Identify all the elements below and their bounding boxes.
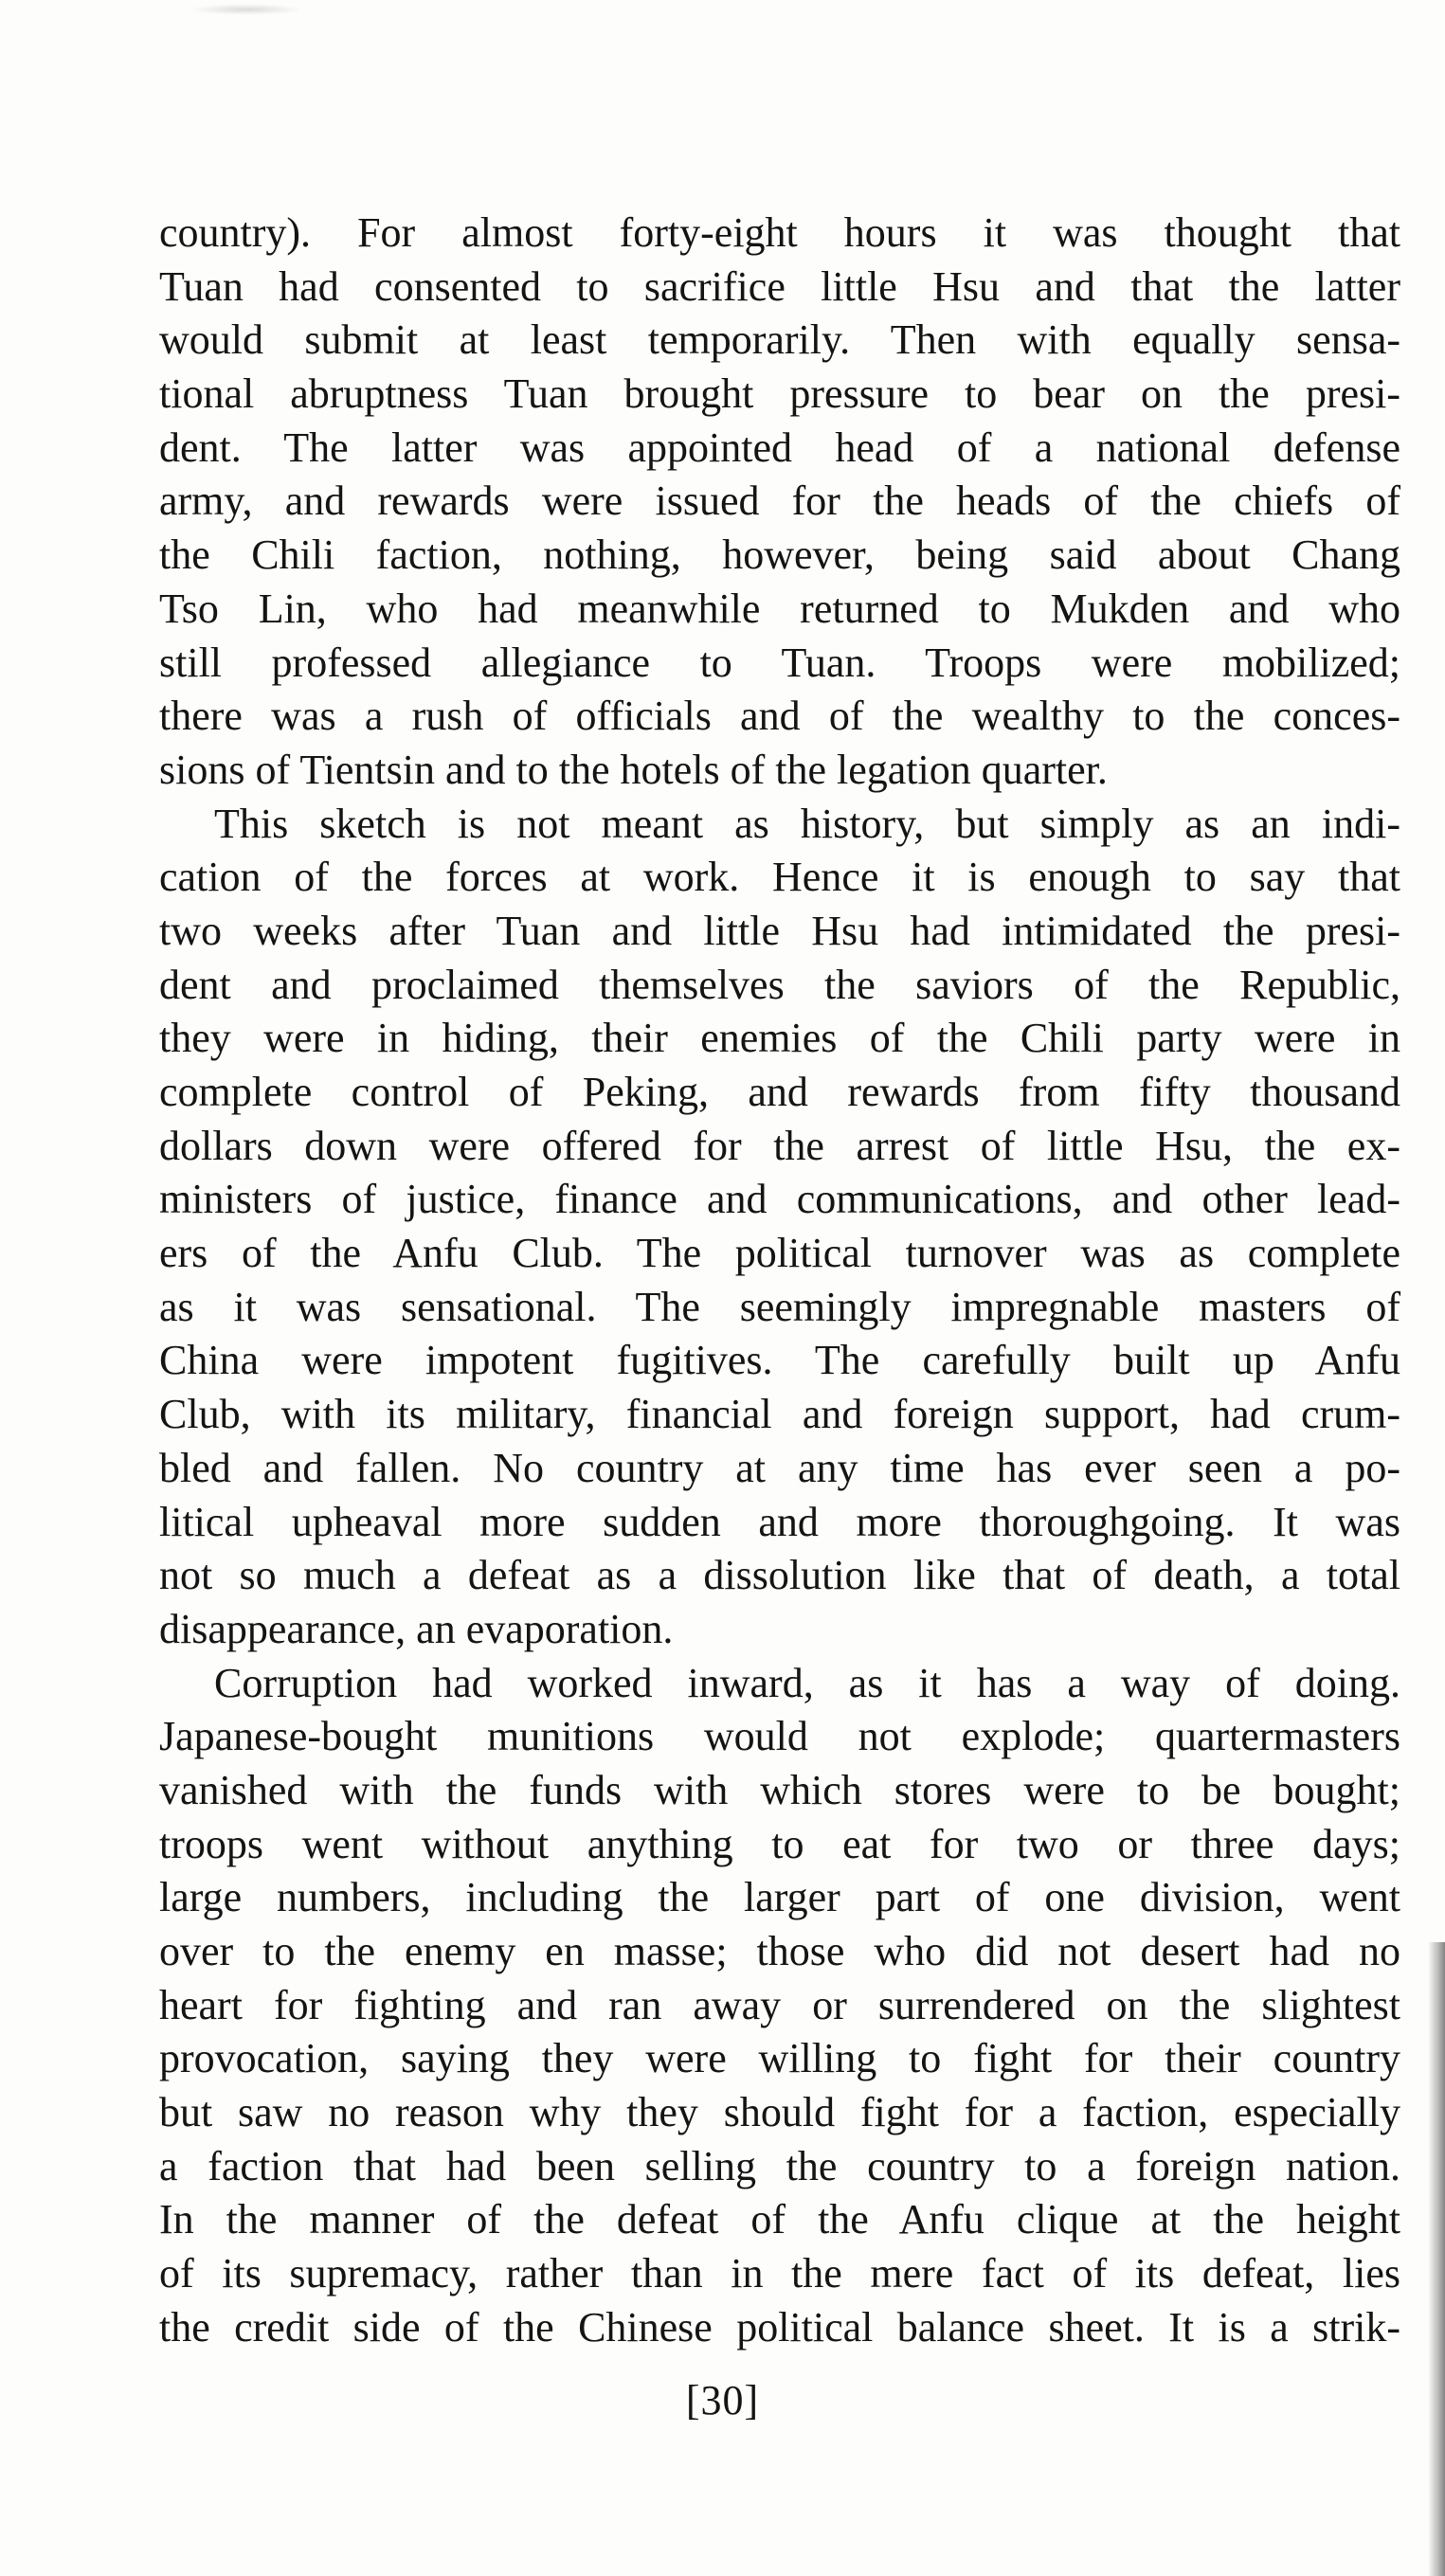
- text-line: there was a rush of officials and of the wealthy to the conces-: [159, 693, 1400, 740]
- text-line: the Chili faction, nothing, however, being said about Chang: [159, 531, 1400, 579]
- text-line: complete control of Peking, and rewards from fifty thousand: [159, 1069, 1400, 1115]
- text-line: the credit side of the Chinese political balance sheet. It is a strik-: [159, 2303, 1400, 2351]
- text-line: two weeks after Tuan and little Hsu had intimidated the presi-: [159, 907, 1400, 954]
- text-line: cation of the forces at work. Hence it is enough to say that: [159, 854, 1400, 901]
- text-line: China were impotent fugitives. The carefully built up Anfu: [159, 1337, 1400, 1384]
- text-line: Japanese-bought munitions would not explode; quartermasters: [159, 1713, 1400, 1760]
- text-line: ministers of justice, finance and communications, and other lead-: [159, 1176, 1400, 1223]
- text-line: dent and proclaimed themselves the saviors of the Republic,: [159, 961, 1400, 1008]
- text-line: tional abruptness Tuan brought pressure to bear on the presi-: [159, 370, 1400, 418]
- text-line: would submit at least temporarily. Then with equally sensa-: [159, 316, 1400, 364]
- text-line: Club, with its military, financial and foreign support, had crum-: [159, 1391, 1400, 1438]
- text-line: as it was sensational. The seemingly impregnable masters of: [159, 1283, 1400, 1330]
- text-line: Tso Lin, who had meanwhile returned to Mukden and who: [159, 585, 1400, 632]
- text-line: provocation, saying they were willing to fight for their country: [159, 2035, 1400, 2082]
- text-line: disappearance, an evaporation.: [159, 1605, 674, 1652]
- text-line: litical upheaval more sudden and more thoroughgoing. It was: [159, 1498, 1400, 1545]
- text-line: country). For almost forty-eight hours it was thought that: [159, 209, 1400, 256]
- text-line: This sketch is not meant as history, but simply as an indi-: [214, 800, 1400, 847]
- text-line: over to the enemy en masse; those who did not desert had no: [159, 1928, 1400, 1974]
- text-line: dollars down were offered for the arrest of little Hsu, the ex-: [159, 1122, 1400, 1169]
- text-line: of its supremacy, rather than in the mere fact of its defeat, lies: [159, 2250, 1400, 2297]
- text-line: a faction that had been selling the country to a foreign nation.: [159, 2142, 1400, 2189]
- paragraph: [159, 1657, 1400, 2355]
- page-edge-shadow: [1428, 1942, 1445, 2576]
- text-line: not so much a defeat as a dissolution like that of death, a total: [159, 1552, 1400, 1599]
- page-number: [30]: [685, 2377, 760, 2423]
- body-text: [159, 207, 1400, 2355]
- paragraph: [159, 207, 1400, 798]
- text-line: Corruption had worked inward, as it has a way of doing.: [214, 1659, 1400, 1706]
- text-line: but saw no reason why they should fight for a faction, especially: [159, 2089, 1400, 2136]
- text-line: ers of the Anfu Club. The political turnover was as complete: [159, 1230, 1400, 1277]
- text-line: large numbers, including the larger part of one division, went: [159, 1874, 1400, 1921]
- text-line: bled and fallen. No country at any time has ever seen a po-: [159, 1444, 1400, 1491]
- text-line: they were in hiding, their enemies of the Chili party were in: [159, 1015, 1400, 1062]
- text-line: vanished with the funds with which stores were to be bought;: [159, 1766, 1400, 1813]
- text-line: troops went without anything to eat for two or three days;: [159, 1820, 1400, 1867]
- text-line: Tuan had consented to sacrifice little Hsu and that the latter: [159, 262, 1400, 310]
- text-line: dent. The latter was appointed head of a national defense: [159, 423, 1400, 471]
- text-line: army, and rewards were issued for the heads of the chiefs of: [159, 477, 1400, 525]
- text-line: In the manner of the defeat of the Anfu clique at the height: [159, 2196, 1400, 2243]
- text-line: still professed allegiance to Tuan. Troops were mobilized;: [159, 639, 1400, 686]
- text-line: heart for fighting and ran away or surrendered on the slightest: [159, 1981, 1400, 2028]
- paper-speck: [190, 4, 303, 15]
- paragraph: [159, 798, 1400, 1657]
- text-line: sions of Tientsin and to the hotels of the legation quarter.: [159, 746, 1108, 793]
